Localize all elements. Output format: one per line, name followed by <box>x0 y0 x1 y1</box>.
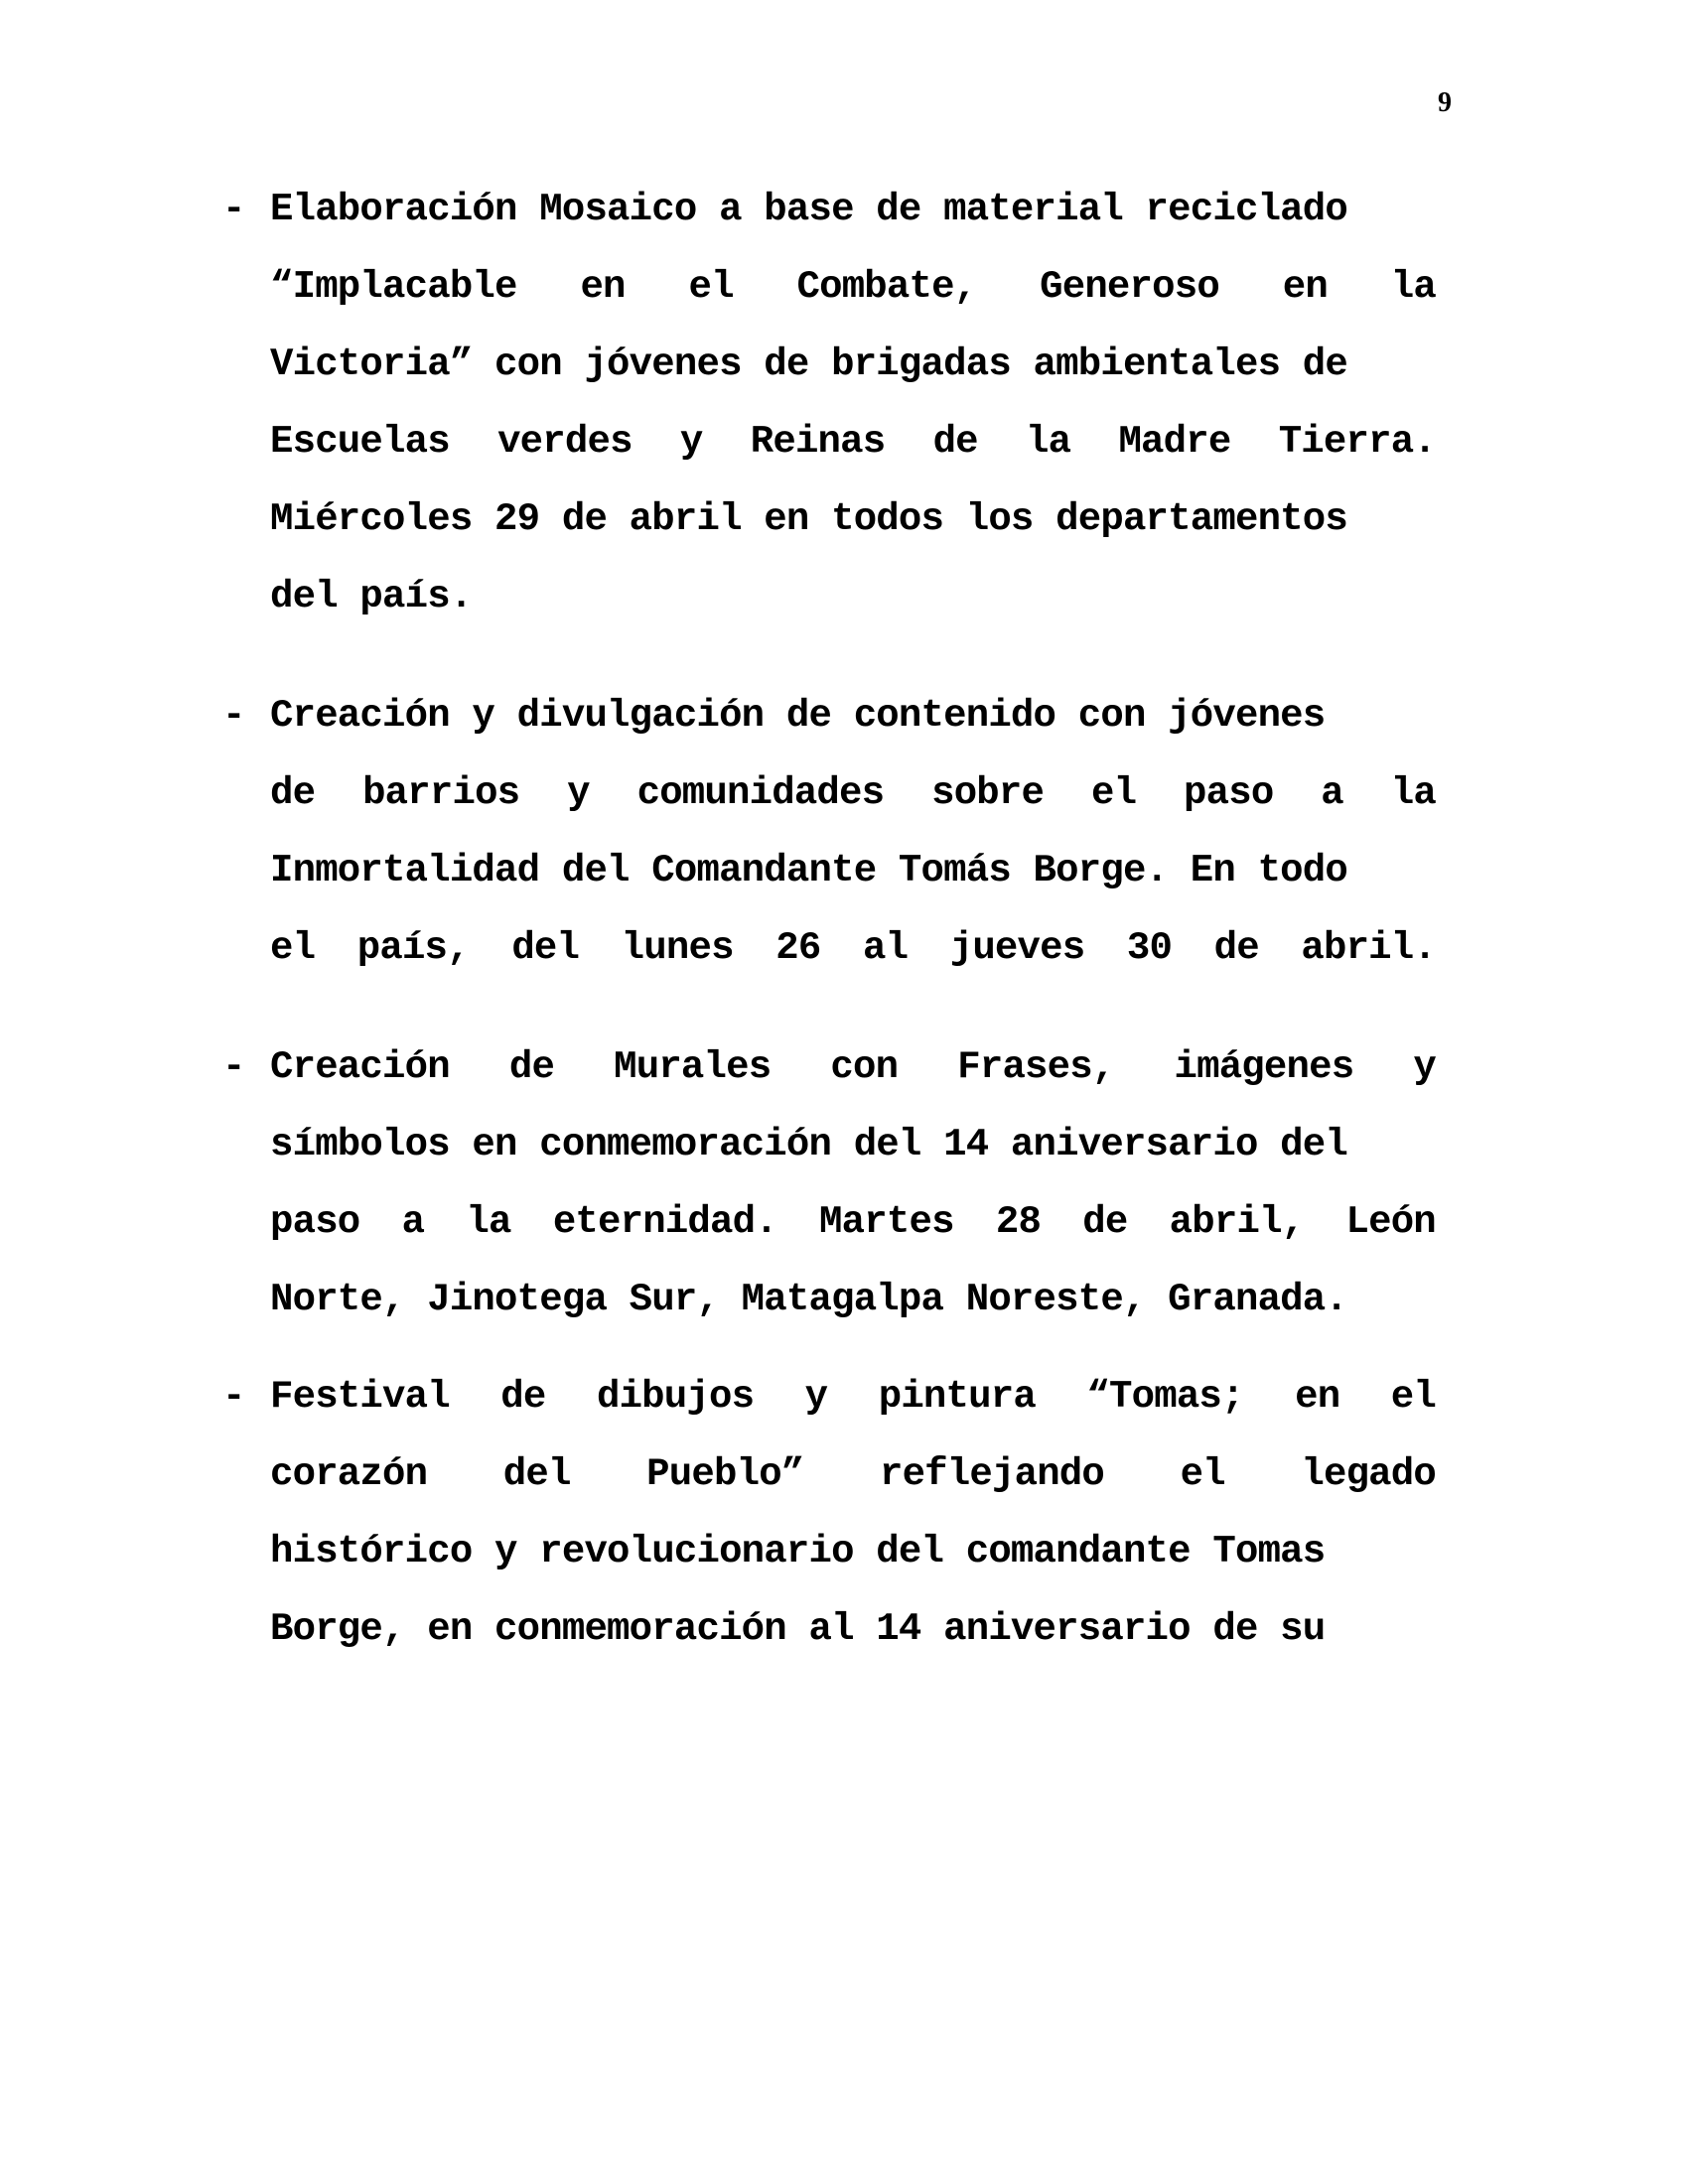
text-word: en <box>1282 265 1328 309</box>
text-line: Borge, en conmemoración al 14 aniversario de su <box>270 1607 1326 1651</box>
text-line <box>270 248 1436 326</box>
text-word: Escuelas <box>270 420 450 464</box>
text-word: Madre <box>1118 420 1231 464</box>
text-line <box>270 909 1436 987</box>
text-word: de <box>932 420 978 464</box>
text-word: “Implacable <box>270 265 517 309</box>
text-word: Combate, <box>796 265 977 309</box>
text-word: corazón <box>270 1452 428 1496</box>
text-word: y <box>567 771 590 815</box>
text-word: país, <box>356 926 470 970</box>
text-word: del <box>502 1452 571 1496</box>
text-word: abril, <box>1169 1200 1305 1244</box>
text-word: Creación <box>270 1045 450 1089</box>
text-word: con <box>830 1045 899 1089</box>
text-line: Creación y divulgación de contenido con jóvenes <box>270 694 1326 738</box>
text-word: y <box>804 1375 828 1419</box>
list-item-text <box>270 1028 1436 1338</box>
text-word: a <box>1321 771 1343 815</box>
text-word: legado <box>1301 1452 1436 1496</box>
text-line <box>270 1358 1436 1435</box>
text-word: de <box>1213 926 1259 970</box>
list-item-text <box>270 1358 1436 1668</box>
text-word: de <box>1082 1200 1128 1244</box>
text-word: León <box>1345 1200 1436 1244</box>
text-line <box>270 1183 1436 1261</box>
text-word: reflejando <box>879 1452 1105 1496</box>
text-word: Generoso <box>1040 265 1219 309</box>
list-item <box>222 1358 1436 1668</box>
text-word: sobre <box>931 771 1045 815</box>
text-word: y <box>1413 1045 1436 1089</box>
text-word: dibujos <box>596 1375 755 1419</box>
bullet-dash-icon: - <box>222 1375 246 1419</box>
text-line <box>270 1435 1436 1513</box>
text-word: lunes <box>621 926 734 970</box>
text-word: Pueblo” <box>646 1452 804 1496</box>
text-word: verdes <box>497 420 633 464</box>
text-word: la <box>466 1200 511 1244</box>
text-word: 30 <box>1126 926 1173 970</box>
text-word: la <box>1026 420 1071 464</box>
text-word: paso <box>1184 771 1274 815</box>
text-word: barrios <box>362 771 520 815</box>
text-word: del <box>511 926 580 970</box>
text-word: en <box>1295 1375 1340 1419</box>
text-word: Reinas <box>750 420 886 464</box>
text-word: el <box>1090 771 1137 815</box>
text-line: Elaboración Mosaico a base de material reciclado <box>270 188 1347 231</box>
text-word: y <box>679 420 703 464</box>
bullet-dash-icon: - <box>222 694 246 738</box>
text-word: Murales <box>614 1045 772 1089</box>
text-word: de <box>500 1375 546 1419</box>
text-word: a <box>401 1200 425 1244</box>
list-item-text <box>270 677 1436 987</box>
bullet-dash-icon: - <box>222 188 246 231</box>
text-word: la <box>1390 265 1436 309</box>
list-item <box>222 1028 1436 1338</box>
text-line: símbolos en conmemoración del 14 aniversario del <box>270 1123 1347 1166</box>
text-word: eternidad. <box>552 1200 777 1244</box>
text-word: la <box>1390 771 1436 815</box>
text-word: al <box>862 926 909 970</box>
text-word: “Tomas; <box>1086 1375 1244 1419</box>
text-word: jueves <box>949 926 1085 970</box>
text-word: de <box>270 771 316 815</box>
text-word: el <box>1180 1452 1225 1496</box>
text-word: 26 <box>775 926 821 970</box>
document-body <box>222 171 1436 1709</box>
text-word: Frases, <box>957 1045 1115 1089</box>
list-item <box>222 171 1436 635</box>
text-line <box>270 1028 1436 1106</box>
text-word: paso <box>270 1200 360 1244</box>
text-line: Miércoles 29 de abril en todos los departamentos <box>270 497 1347 541</box>
text-word: pintura <box>878 1375 1036 1419</box>
text-word: el <box>270 926 316 970</box>
list-item <box>222 677 1436 987</box>
text-line <box>270 754 1436 832</box>
text-line <box>270 403 1436 480</box>
text-word: imágenes <box>1174 1045 1354 1089</box>
text-word: el <box>688 265 734 309</box>
text-line: histórico y revolucionario del comandante Tomas <box>270 1530 1326 1573</box>
text-word: abril. <box>1301 926 1436 970</box>
text-line: Victoria” con jóvenes de brigadas ambientales de <box>270 342 1347 386</box>
text-line: Norte, Jinotega Sur, Matagalpa Noreste, Granada. <box>270 1278 1347 1321</box>
text-word: Tierra. <box>1278 420 1436 464</box>
text-word: Festival <box>270 1375 450 1419</box>
list-item-text <box>270 171 1436 635</box>
text-word: Martes <box>819 1200 954 1244</box>
bullet-dash-icon: - <box>222 1045 246 1089</box>
page-number: 9 <box>1438 87 1452 118</box>
text-word: en <box>580 265 626 309</box>
text-word: de <box>508 1045 555 1089</box>
text-word: el <box>1390 1375 1436 1419</box>
text-line: del país. <box>270 575 473 618</box>
text-line: Inmortalidad del Comandante Tomás Borge. En todo <box>270 849 1347 892</box>
text-word: 28 <box>995 1200 1042 1244</box>
text-word: comunidades <box>636 771 885 815</box>
